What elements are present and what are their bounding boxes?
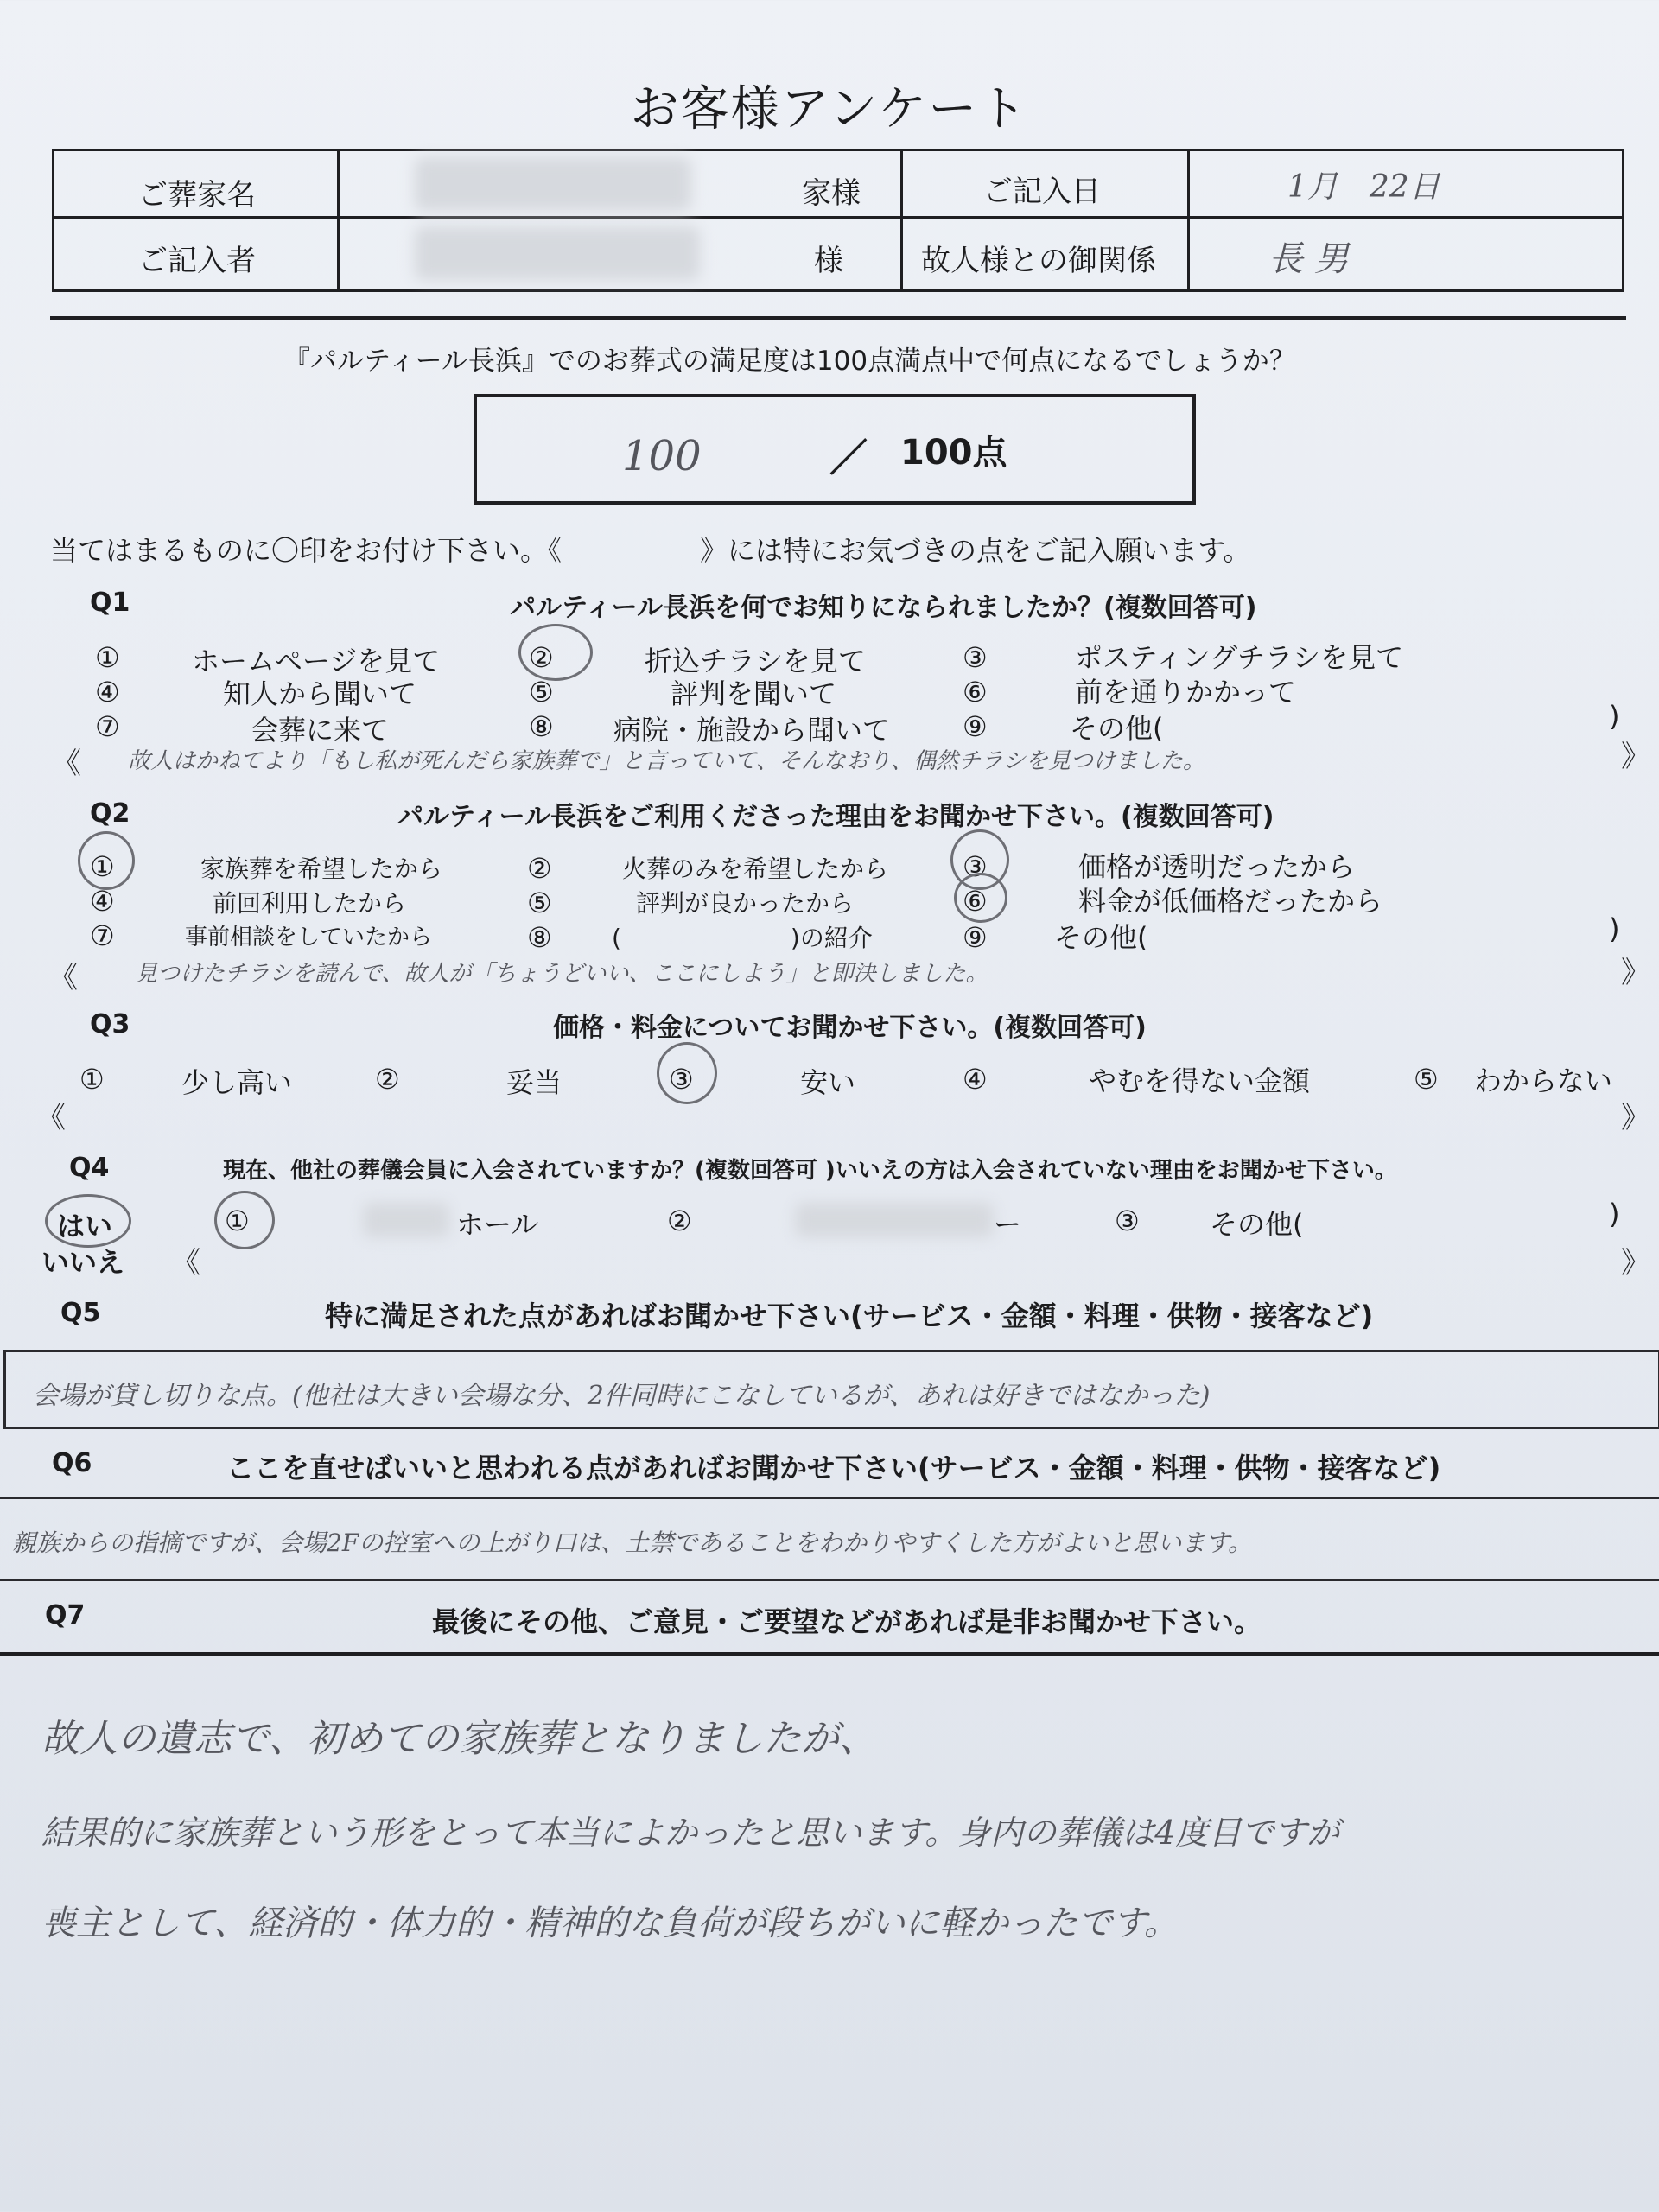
q4-option-1-text: ホール [456,1208,539,1241]
q2-option-8-num[interactable]: ⑧ [527,921,552,954]
q2-option-3-num[interactable]: ③ [963,850,988,883]
family-suffix: 家様 [802,176,861,211]
q3-option-2-text: 妥当 [506,1066,563,1099]
q2-option-7-num[interactable]: ⑦ [90,919,115,952]
q4-label: Q4 [69,1153,110,1183]
q7-answer-line-2: 結果的に家族葬という形をとって本当によかったと思います。身内の葬儀は4度目ですが [41,1814,1340,1852]
q2-label: Q2 [90,798,130,829]
q5-answer: 会場が貸し切りな点。(他社は大きい会場な分、2件同時にこなしているが、あれは好きではなかった) [33,1381,1211,1411]
q3-option-4-text: やむを得ない金額 [1089,1065,1311,1097]
q2-option-7-text: 事前相談をしていたから [185,925,433,950]
q2-comment: 見つけたチラシを読んで、故人が「ちょうどいい、ここにしよう」と即決しました。 [135,961,988,987]
writer-label: ご記入者 [138,244,256,278]
header-row-divider [52,216,1622,219]
redacted-writer-name [415,226,700,280]
q2-option-1-text: 家族葬を希望したから [200,855,443,883]
q3-question: 価格・料金についてお聞かせ下さい。(複数回答可) [553,1013,1147,1043]
q3-option-1-num[interactable]: ① [79,1063,105,1096]
q2-question: パルティール長浜をご利用くださった理由をお聞かせ下さい。(複数回答可) [397,802,1274,832]
q3-option-1-text: 少し高い [181,1066,293,1099]
q5-label: Q5 [60,1298,101,1328]
q1-option-1-text: ホームページを見て [192,645,441,677]
q3-option-3-circle [657,1042,717,1104]
q4-yes-circle [45,1194,131,1248]
q1-option-2-num[interactable]: ② [529,641,554,674]
q4-comment-open: 《 [171,1246,200,1281]
q4-option-2-text: ー [994,1208,1022,1241]
score-max: 100点 [900,433,1007,473]
header-bottom-rule [50,316,1626,320]
q3-label: Q3 [90,1009,130,1039]
instructions: 当てはまるものに〇印をお付け下さい。《 》には特にお気づきの点をご記入願います。 [50,534,1251,567]
score-separator: ／ [830,436,868,480]
q4-option-1-circle [214,1191,275,1249]
q1-option-8-num[interactable]: ⑧ [529,710,554,743]
q2-comment-close: 》 [1621,956,1650,990]
q3-comment-open: 《 [36,1101,66,1135]
q7-question: 最後にその他、ご意見・ご要望などがあれば是非お聞かせ下さい。 [432,1605,1262,1638]
q3-option-3-num[interactable]: ③ [669,1063,694,1096]
redacted-company-1 [363,1203,449,1237]
q3-option-4-num[interactable]: ④ [963,1063,988,1096]
q1-option-5-num[interactable]: ⑤ [529,676,554,709]
q3-option-5-text: わからない [1474,1065,1613,1097]
q2-option-1-circle [78,831,135,890]
q1-comment: 故人はかねてより「もし私が死んだら家族葬で」と言っていて、そんなおり、偶然チラシを見つけました。 [128,748,1205,774]
q2-option-8-text: ( )の紹介 [612,924,873,952]
q3-option-2-num[interactable]: ② [375,1063,400,1096]
q2-option-1-num[interactable]: ① [90,850,115,883]
family-label: ご葬家名 [138,178,256,213]
q1-option-4-text: 知人から聞いて [223,677,417,710]
form-title: お客様アンケート [630,81,1029,137]
q6-label: Q6 [52,1448,92,1478]
q3-option-5-num[interactable]: ⑤ [1414,1063,1439,1096]
redacted-family-name [415,157,691,211]
q1-option-5-text: 評判を聞いて [671,677,837,710]
q4-no[interactable]: いいえ [41,1246,125,1279]
q2-option-2-text: 火葬のみを希望したから [622,855,889,883]
q1-option-7-text: 会葬に来て [251,714,390,747]
q4-option-3-text: その他( [1210,1208,1304,1241]
q7-answer-line-1: 故人の遺志で、初めての家族葬となりましたが、 [41,1717,878,1761]
date-value: 1月 22日 [1287,169,1440,205]
q3-comment-close: 》 [1621,1101,1650,1135]
q1-option-3-num[interactable]: ③ [963,641,988,674]
relation-label: 故人様との御関係 [921,244,1156,278]
q6-question: ここを直せばいいと思われる点があればお聞かせ下さい(サービス・金額・料理・供物・接客など) [226,1452,1441,1484]
q5-question: 特に満足された点があればお聞かせ下さい(サービス・金額・料理・供物・接客など) [325,1300,1374,1332]
q1-option-3-text: ポスティングチラシを見て [1075,641,1404,674]
q2-option-6-num[interactable]: ⑥ [963,885,988,918]
header-col-divider [900,149,903,289]
q1-close-paren: ) [1609,700,1620,733]
q2-option-6-text: 料金が低価格だったから [1078,885,1383,918]
q7-label: Q7 [45,1600,86,1630]
q4-option-2-num[interactable]: ② [667,1205,692,1237]
q1-option-6-text: 前を通りかかって [1075,676,1297,709]
q1-option-2-text: 折込チラシを見て [645,645,867,677]
q2-option-4-text: 前回利用したから [213,889,407,918]
q4-option-1-num[interactable]: ① [225,1205,250,1237]
q2-option-4-num[interactable]: ④ [90,885,115,918]
satisfaction-question: 『パルティール長浜』でのお葬式の満足度は100点満点中で何点になるでしょうか？ [283,346,1296,377]
relation-value: 長 男 [1268,239,1349,279]
q2-option-6-circle [954,873,1007,923]
q1-option-2-circle [518,624,593,681]
date-label: ご記入日 [983,175,1101,209]
q2-option-3-text: 価格が透明だったから [1078,850,1356,883]
q4-option-3-num[interactable]: ③ [1115,1205,1140,1237]
q1-option-9-num[interactable]: ⑨ [963,710,988,743]
redacted-company-2 [795,1203,994,1237]
q1-option-6-num[interactable]: ⑥ [963,676,988,709]
q1-option-1-num[interactable]: ① [95,641,120,674]
header-col-divider [1187,149,1190,289]
q1-option-4-num[interactable]: ④ [95,676,120,709]
q2-comment-open: 《 [48,961,78,995]
q6-answer: 親族からの指摘ですが、会場2Fの控室への上がり口は、土禁であることをわかりやすくした方がよいと思います。 [12,1529,1253,1557]
q1-option-7-num[interactable]: ⑦ [95,710,120,743]
q2-option-5-text: 評判が良かったから [636,889,855,918]
q2-option-2-num[interactable]: ② [527,852,552,885]
q2-option-9-text: その他( [1054,921,1148,954]
q7-answer-line-3: 喪主として、経済的・体力的・精神的な負荷が段ちがいに軽かったです。 [41,1904,1179,1943]
q1-option-8-text: 病院・施設から聞いて [613,714,891,747]
q3-option-3-text: 安い [800,1066,856,1099]
q2-option-9-num[interactable]: ⑨ [963,921,988,954]
q4-close-paren: ) [1609,1198,1620,1230]
q4-yes[interactable]: はい [57,1210,113,1243]
q7-bottom-rule [0,1652,1659,1656]
q2-option-5-num[interactable]: ⑤ [527,887,552,919]
q4-comment-close: 》 [1621,1246,1650,1281]
score-value: 100 [622,432,702,480]
q1-comment-open: 《 [52,747,81,781]
writer-suffix: 様 [814,244,843,278]
q1-label: Q1 [90,588,130,618]
q4-question: 現在、他社の葬儀会員に入会されていますか？(複数回答可 )いいえの方は入会されていない理由をお聞かせ下さい。 [223,1158,1397,1184]
q1-comment-close: 》 [1621,740,1650,774]
q2-close-paren: ) [1609,912,1620,945]
q1-question: パルティール長浜を何でお知りになられましたか？(複数回答可) [510,593,1257,623]
q1-option-9-text: その他( [1070,712,1164,745]
header-col-divider [337,149,340,289]
